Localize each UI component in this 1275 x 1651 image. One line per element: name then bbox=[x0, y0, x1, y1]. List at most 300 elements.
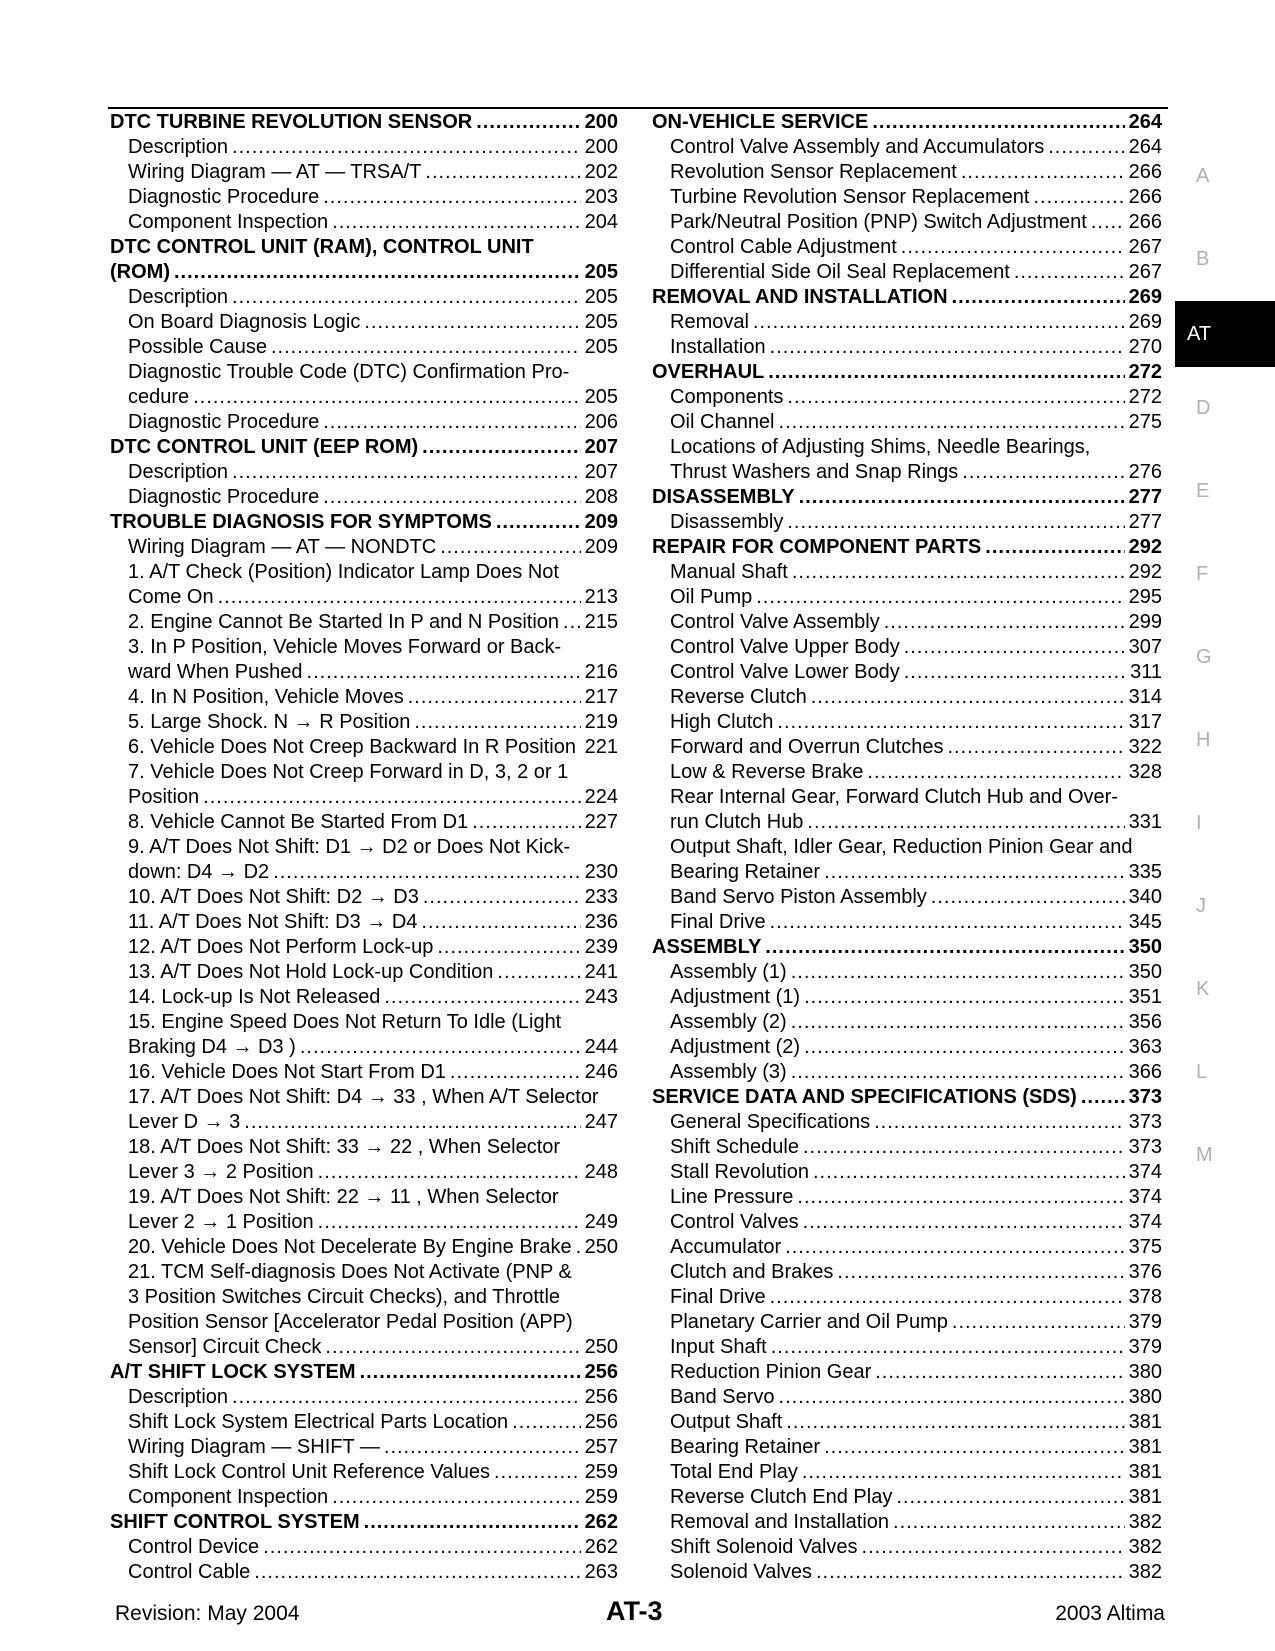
toc-entry-title: High Clutch bbox=[670, 711, 774, 733]
toc-section-heading[interactable] bbox=[110, 260, 618, 285]
dot-leader bbox=[580, 735, 581, 760]
toc-entry-title: Installation bbox=[670, 336, 766, 358]
toc-entry-title: Diagnostic Procedure bbox=[128, 186, 320, 208]
toc-entry-title: Adjustment (1) bbox=[670, 986, 801, 1008]
toc-entry[interactable] bbox=[652, 1010, 1162, 1035]
section-tab-a[interactable]: A bbox=[1196, 165, 1210, 187]
dot-leader bbox=[1091, 210, 1125, 235]
section-tab-j[interactable]: J bbox=[1196, 895, 1206, 917]
toc-entry-title-line: 3. In P Position, Vehicle Moves Forward or Back- bbox=[128, 636, 562, 658]
toc-entry-title: Band Servo bbox=[670, 1386, 775, 1408]
toc-page-number: 378 bbox=[1128, 1286, 1162, 1308]
dot-leader bbox=[824, 860, 1125, 885]
toc-entry-title: DISASSEMBLY bbox=[652, 486, 795, 508]
toc-page-number: 381 bbox=[1128, 1411, 1162, 1433]
toc-entry[interactable] bbox=[110, 1035, 618, 1060]
dot-leader bbox=[384, 985, 580, 1010]
toc-entry-title: Final Drive bbox=[670, 1286, 766, 1308]
toc-entry[interactable] bbox=[652, 735, 1162, 760]
dot-leader bbox=[1033, 185, 1124, 210]
dot-leader bbox=[791, 1010, 1125, 1035]
footer-model: 2003 Altima bbox=[1055, 1602, 1165, 1625]
toc-section-heading[interactable] bbox=[110, 110, 618, 135]
dot-leader bbox=[765, 935, 1124, 960]
toc-entry[interactable] bbox=[652, 860, 1162, 885]
dot-leader bbox=[437, 935, 580, 960]
toc-page-number: 307 bbox=[1128, 636, 1162, 658]
dot-leader bbox=[332, 210, 580, 235]
toc-page-number: 266 bbox=[1128, 186, 1162, 208]
dot-leader bbox=[408, 685, 581, 710]
toc-section-heading[interactable] bbox=[110, 1510, 618, 1535]
toc-page-number: 277 bbox=[1128, 486, 1162, 508]
toc-entry[interactable] bbox=[110, 135, 618, 160]
dot-leader bbox=[931, 885, 1125, 910]
toc-entry[interactable] bbox=[652, 1510, 1162, 1535]
toc-entry-title-line: 1. A/T Check (Position) Indicator Lamp Does Not bbox=[128, 561, 559, 583]
section-tab-at[interactable]: AT bbox=[1175, 301, 1275, 367]
toc-entry[interactable] bbox=[652, 910, 1162, 935]
toc-entry[interactable] bbox=[652, 685, 1162, 710]
dot-leader bbox=[875, 1360, 1124, 1385]
toc-entry-title: Shift Solenoid Valves bbox=[670, 1536, 858, 1558]
dot-leader bbox=[318, 1210, 581, 1235]
toc-section-heading[interactable] bbox=[652, 110, 1162, 135]
toc-entry-title: Band Servo Piston Assembly bbox=[670, 886, 927, 908]
toc-section-heading[interactable] bbox=[652, 485, 1162, 510]
dot-leader bbox=[421, 910, 580, 935]
section-tab-b[interactable]: B bbox=[1196, 248, 1210, 270]
toc-entry[interactable] bbox=[652, 1135, 1162, 1160]
toc-entry[interactable] bbox=[110, 1485, 618, 1510]
toc-page-number: 373 bbox=[1128, 1136, 1162, 1158]
dot-leader bbox=[360, 1360, 581, 1385]
dot-leader bbox=[824, 1435, 1125, 1460]
toc-entry-title: Position bbox=[128, 786, 200, 808]
toc-section-heading[interactable] bbox=[110, 510, 618, 535]
toc-entry[interactable] bbox=[652, 260, 1162, 285]
toc-entry-title: Assembly (3) bbox=[670, 1061, 787, 1083]
toc-entry[interactable] bbox=[652, 885, 1162, 910]
toc-entry[interactable] bbox=[652, 1185, 1162, 1210]
toc-page-number: 221 bbox=[584, 736, 618, 758]
toc-entry[interactable] bbox=[652, 1035, 1162, 1060]
toc-entry[interactable] bbox=[652, 1535, 1162, 1560]
toc-entry[interactable] bbox=[652, 985, 1162, 1010]
toc-page-number: 299 bbox=[1128, 611, 1162, 633]
toc-page-number: 207 bbox=[584, 436, 618, 458]
toc-entry[interactable] bbox=[110, 1060, 618, 1085]
dot-leader bbox=[874, 1110, 1125, 1135]
section-tab-h[interactable]: H bbox=[1196, 729, 1211, 751]
toc-entry-title: run Clutch Hub bbox=[670, 811, 804, 833]
toc-entry-title: Come On bbox=[128, 586, 214, 608]
toc-entry-title: TROUBLE DIAGNOSIS FOR SYMPTOMS bbox=[110, 511, 492, 533]
toc-page-number: 249 bbox=[584, 1211, 618, 1233]
dot-leader bbox=[777, 710, 1124, 735]
dot-leader bbox=[254, 1560, 580, 1585]
toc-page-number: 374 bbox=[1128, 1211, 1162, 1233]
section-tab-g[interactable]: G bbox=[1196, 646, 1212, 668]
toc-entry-title: 4. In N Position, Vehicle Moves bbox=[128, 686, 404, 708]
toc-entry-title: Final Drive bbox=[670, 911, 766, 933]
toc-page-number: 263 bbox=[584, 1561, 618, 1583]
toc-entry-title: Assembly (1) bbox=[670, 961, 787, 983]
dot-leader bbox=[884, 610, 1125, 635]
toc-entry[interactable] bbox=[110, 1385, 618, 1410]
toc-entry[interactable] bbox=[652, 1335, 1162, 1360]
toc-entry[interactable] bbox=[110, 960, 618, 985]
toc-entry[interactable] bbox=[110, 985, 618, 1010]
dot-leader bbox=[323, 410, 580, 435]
toc-entry[interactable] bbox=[652, 410, 1162, 435]
dot-leader bbox=[218, 585, 581, 610]
toc-entry-title: Adjustment (2) bbox=[670, 1036, 801, 1058]
toc-entry-title: Shift Lock System Electrical Parts Location bbox=[128, 1411, 509, 1433]
toc-page-number: 272 bbox=[1128, 361, 1162, 383]
dot-leader bbox=[425, 160, 580, 185]
toc-section-heading[interactable] bbox=[652, 1085, 1162, 1110]
dot-leader bbox=[770, 910, 1125, 935]
toc-section-heading[interactable] bbox=[652, 360, 1162, 385]
toc-entry[interactable] bbox=[110, 935, 618, 960]
toc-entry[interactable] bbox=[110, 1335, 618, 1360]
toc-entry[interactable] bbox=[652, 760, 1162, 785]
dot-leader bbox=[904, 635, 1125, 660]
toc-page-number: 266 bbox=[1128, 211, 1162, 233]
toc-entry[interactable] bbox=[110, 660, 618, 685]
toc-page-number: 380 bbox=[1128, 1386, 1162, 1408]
toc-entry-title-line: 17. A/T Does Not Shift: D4 → 33 , When A/T Selector bbox=[128, 1086, 599, 1108]
toc-entry[interactable] bbox=[652, 810, 1162, 835]
section-tab-d[interactable]: D bbox=[1196, 397, 1211, 419]
toc-entry[interactable] bbox=[110, 585, 618, 610]
toc-entry[interactable] bbox=[110, 535, 618, 560]
toc-entry-title-line: Output Shaft, Idler Gear, Reduction Pinion Gear and bbox=[670, 836, 1133, 858]
toc-entry-title: 20. Vehicle Does Not Decelerate By Engine Brake bbox=[128, 1236, 572, 1258]
toc-entry[interactable] bbox=[652, 1110, 1162, 1135]
toc-section-heading[interactable] bbox=[110, 435, 618, 460]
toc-entry[interactable] bbox=[652, 385, 1162, 410]
toc-section-heading[interactable] bbox=[652, 935, 1162, 960]
toc-entry[interactable] bbox=[652, 585, 1162, 610]
toc-entry-title: 11. A/T Does Not Shift: D3 → D4 bbox=[128, 911, 418, 933]
toc-entry-title: General Specifications bbox=[670, 1111, 871, 1133]
toc-page-number: 259 bbox=[584, 1461, 618, 1483]
toc-section-heading[interactable] bbox=[110, 1360, 618, 1385]
toc-page-number: 331 bbox=[1128, 811, 1162, 833]
toc-entry[interactable] bbox=[652, 185, 1162, 210]
toc-entry-title: REMOVAL AND INSTALLATION bbox=[652, 286, 948, 308]
toc-entry-title: Disassembly bbox=[670, 511, 784, 533]
toc-entry[interactable] bbox=[110, 1235, 618, 1260]
toc-page-number: 209 bbox=[584, 536, 618, 558]
toc-entry-title: Wiring Diagram — SHIFT — bbox=[128, 1436, 380, 1458]
toc-entry-title: Total End Play bbox=[670, 1461, 798, 1483]
toc-entry-title: Component Inspection bbox=[128, 211, 329, 233]
toc-page-number: 335 bbox=[1128, 861, 1162, 883]
toc-entry[interactable] bbox=[110, 685, 618, 710]
toc-entry-title: OVERHAUL bbox=[652, 361, 765, 383]
toc-entry[interactable] bbox=[110, 1435, 618, 1460]
toc-entry[interactable] bbox=[652, 610, 1162, 635]
dot-leader bbox=[440, 535, 580, 560]
toc-entry-title-line: Position Sensor [Accelerator Pedal Position (APP) bbox=[128, 1311, 573, 1333]
toc-page-number: 200 bbox=[584, 111, 618, 133]
toc-entry[interactable] bbox=[652, 1235, 1162, 1260]
toc-entry[interactable] bbox=[110, 910, 618, 935]
toc-page-number: 382 bbox=[1128, 1536, 1162, 1558]
toc-page-number: 375 bbox=[1128, 1236, 1162, 1258]
dot-leader bbox=[779, 410, 1125, 435]
toc-page-number: 374 bbox=[1128, 1186, 1162, 1208]
toc-page-number: 376 bbox=[1128, 1261, 1162, 1283]
toc-section-heading[interactable] bbox=[652, 535, 1162, 560]
dot-leader bbox=[203, 785, 580, 810]
toc-entry[interactable] bbox=[652, 160, 1162, 185]
section-tab-i[interactable]: I bbox=[1196, 812, 1202, 834]
toc-entry[interactable] bbox=[652, 1460, 1162, 1485]
dot-leader bbox=[753, 310, 1125, 335]
toc-entry[interactable] bbox=[110, 785, 618, 810]
toc-entry[interactable] bbox=[110, 1535, 618, 1560]
section-tab-k[interactable]: K bbox=[1196, 978, 1210, 1000]
toc-entry[interactable] bbox=[110, 285, 618, 310]
dot-leader bbox=[271, 335, 581, 360]
toc-entry-title: 6. Vehicle Does Not Creep Backward In R Position bbox=[128, 736, 576, 758]
toc-page-number: 233 bbox=[584, 886, 618, 908]
toc-page-number: 314 bbox=[1128, 686, 1162, 708]
toc-entry-title: ASSEMBLY bbox=[652, 936, 762, 958]
toc-entry[interactable] bbox=[110, 810, 618, 835]
dot-leader bbox=[961, 160, 1125, 185]
toc-page-number: 277 bbox=[1128, 511, 1162, 533]
toc-entry[interactable] bbox=[652, 1060, 1162, 1085]
toc-entry[interactable] bbox=[110, 385, 618, 410]
toc-entry-title: Park/Neutral Position (PNP) Switch Adjustment bbox=[670, 211, 1087, 233]
toc-entry[interactable] bbox=[652, 660, 1162, 685]
toc-entry[interactable] bbox=[110, 1460, 618, 1485]
toc-entry[interactable] bbox=[110, 1410, 618, 1435]
toc-entry[interactable] bbox=[110, 1210, 618, 1235]
toc-entry-title: 10. A/T Does Not Shift: D2 → D3 bbox=[128, 886, 419, 908]
toc-entry[interactable] bbox=[652, 1210, 1162, 1235]
toc-entry[interactable] bbox=[652, 1360, 1162, 1385]
toc-entry[interactable] bbox=[110, 1560, 618, 1585]
toc-entry[interactable] bbox=[110, 1110, 618, 1135]
dot-leader bbox=[414, 710, 580, 735]
toc-entry-title: Line Pressure bbox=[670, 1186, 794, 1208]
toc-entry[interactable] bbox=[652, 460, 1162, 485]
toc-page-number: 241 bbox=[584, 961, 618, 983]
toc-entry[interactable] bbox=[110, 735, 618, 760]
toc-entry[interactable] bbox=[652, 1485, 1162, 1510]
toc-entry-title: cedure bbox=[128, 386, 190, 408]
toc-entry[interactable] bbox=[110, 860, 618, 885]
dot-leader bbox=[792, 560, 1125, 585]
toc-page-number: 246 bbox=[584, 1061, 618, 1083]
toc-entry-title: Forward and Overrun Clutches bbox=[670, 736, 944, 758]
toc-entry-title: Solenoid Valves bbox=[670, 1561, 812, 1583]
toc-entry[interactable] bbox=[652, 210, 1162, 235]
dot-leader bbox=[791, 960, 1125, 985]
toc-entry-title: Output Shaft bbox=[670, 1411, 783, 1433]
toc-entry[interactable] bbox=[110, 335, 618, 360]
dot-leader bbox=[904, 660, 1126, 685]
dot-leader bbox=[816, 1560, 1125, 1585]
toc-entry[interactable] bbox=[110, 885, 618, 910]
toc-entry-title: DTC CONTROL UNIT (EEP ROM) bbox=[110, 436, 419, 458]
toc-page-number: 373 bbox=[1128, 1086, 1162, 1108]
dot-leader bbox=[364, 310, 580, 335]
toc-entry-title: Diagnostic Procedure bbox=[128, 411, 320, 433]
toc-entry-title: Control Valve Upper Body bbox=[670, 636, 900, 658]
section-tab-f[interactable]: F bbox=[1196, 563, 1209, 585]
toc-entry-title: SHIFT CONTROL SYSTEM bbox=[110, 1511, 360, 1533]
toc-entry-title: Description bbox=[128, 1386, 229, 1408]
dot-leader bbox=[576, 1235, 581, 1260]
dot-leader bbox=[232, 1385, 581, 1410]
dot-leader bbox=[174, 260, 581, 285]
toc-entry-title: On Board Diagnosis Logic bbox=[128, 311, 361, 333]
toc-page-number: 292 bbox=[1128, 536, 1162, 558]
toc-entry-title-line: 19. A/T Does Not Shift: 22 → 11 , When Selector bbox=[128, 1186, 559, 1208]
toc-page-number: 382 bbox=[1128, 1511, 1162, 1533]
toc-entry[interactable] bbox=[110, 160, 618, 185]
toc-page-number: 215 bbox=[584, 611, 618, 633]
dot-leader bbox=[307, 660, 581, 685]
toc-page-number: 382 bbox=[1128, 1561, 1162, 1583]
toc-entry[interactable] bbox=[652, 510, 1162, 535]
header-rule bbox=[108, 107, 1168, 109]
toc-entry[interactable] bbox=[652, 560, 1162, 585]
dot-leader bbox=[244, 1110, 580, 1135]
dot-leader bbox=[787, 385, 1124, 410]
toc-entry[interactable] bbox=[652, 1435, 1162, 1460]
toc-entry-title-line: 7. Vehicle Does Not Creep Forward in D, 3, 2 or 1 bbox=[128, 761, 569, 783]
footer-revision: Revision: May 2004 bbox=[115, 1602, 300, 1625]
toc-entry[interactable] bbox=[652, 1410, 1162, 1435]
dot-leader bbox=[797, 1185, 1124, 1210]
toc-page-number: 340 bbox=[1128, 886, 1162, 908]
toc-page-number: 205 bbox=[584, 286, 618, 308]
toc-entry-title: Oil Channel bbox=[670, 411, 775, 433]
dot-leader bbox=[771, 1335, 1125, 1360]
toc-entry-title: Lever D → 3 bbox=[128, 1111, 241, 1133]
dot-leader bbox=[947, 735, 1124, 760]
dot-leader bbox=[476, 110, 580, 135]
dot-leader bbox=[872, 110, 1124, 135]
toc-entry-title-line: Locations of Adjusting Shims, Needle Bearings, bbox=[670, 436, 1091, 458]
toc-page-number: 292 bbox=[1128, 561, 1162, 583]
toc-entry[interactable] bbox=[110, 1160, 618, 1185]
dot-leader bbox=[496, 510, 581, 535]
toc-entry[interactable] bbox=[110, 310, 618, 335]
dot-leader bbox=[787, 510, 1124, 535]
toc-page-number: 217 bbox=[584, 686, 618, 708]
toc-entry-title: Diagnostic Procedure bbox=[128, 486, 320, 508]
toc-entry-title: Lever 2 → 1 Position bbox=[128, 1211, 314, 1233]
toc-entry[interactable] bbox=[652, 635, 1162, 660]
toc-entry-title: Thrust Washers and Snap Rings bbox=[670, 461, 959, 483]
toc-entry[interactable] bbox=[652, 310, 1162, 335]
toc-page-number: 224 bbox=[584, 786, 618, 808]
toc-entry[interactable] bbox=[652, 235, 1162, 260]
toc-page-number: 239 bbox=[584, 936, 618, 958]
toc-entry[interactable] bbox=[652, 335, 1162, 360]
toc-entry[interactable] bbox=[652, 960, 1162, 985]
toc-entry[interactable] bbox=[110, 610, 618, 635]
section-tab-e[interactable]: E bbox=[1196, 480, 1210, 502]
toc-page-number: 350 bbox=[1128, 961, 1162, 983]
dot-leader bbox=[811, 685, 1125, 710]
toc-entry-title: Reverse Clutch End Play bbox=[670, 1486, 893, 1508]
toc-page-number: 363 bbox=[1128, 1036, 1162, 1058]
dot-leader bbox=[770, 335, 1125, 360]
toc-entry-title: Braking D4 → D3 ) bbox=[128, 1036, 296, 1058]
toc-entry[interactable] bbox=[110, 460, 618, 485]
toc-page-number: 328 bbox=[1128, 761, 1162, 783]
section-tab-m[interactable]: M bbox=[1196, 1144, 1213, 1166]
toc-entry-title: Control Valve Assembly and Accumulators bbox=[670, 136, 1045, 158]
dot-leader bbox=[497, 960, 580, 985]
toc-entry-title: Stall Revolution bbox=[670, 1161, 809, 1183]
dot-leader bbox=[300, 1035, 581, 1060]
dot-leader bbox=[232, 460, 581, 485]
toc-entry[interactable] bbox=[110, 485, 618, 510]
section-tab-l[interactable]: L bbox=[1196, 1061, 1208, 1083]
toc-page-number: 244 bbox=[584, 1036, 618, 1058]
toc-entry[interactable] bbox=[652, 1310, 1162, 1335]
toc-page-number: 236 bbox=[584, 911, 618, 933]
toc-page-number: 380 bbox=[1128, 1361, 1162, 1383]
toc-entry[interactable] bbox=[110, 185, 618, 210]
toc-entry-title: Revolution Sensor Replacement bbox=[670, 161, 957, 183]
toc-entry-title: (ROM) bbox=[110, 261, 170, 283]
toc-page-number: 379 bbox=[1128, 1311, 1162, 1333]
toc-entry[interactable] bbox=[110, 210, 618, 235]
toc-page-number: 311 bbox=[1130, 661, 1162, 683]
toc-page-number: 374 bbox=[1128, 1161, 1162, 1183]
toc-entry[interactable] bbox=[652, 1560, 1162, 1585]
toc-page-number: 276 bbox=[1128, 461, 1162, 483]
dot-leader bbox=[318, 1160, 581, 1185]
toc-entry[interactable] bbox=[652, 1260, 1162, 1285]
toc-page-number: 381 bbox=[1128, 1461, 1162, 1483]
toc-entry[interactable] bbox=[652, 135, 1162, 160]
toc-entry[interactable] bbox=[652, 710, 1162, 735]
toc-page-number: 269 bbox=[1128, 286, 1162, 308]
toc-entry[interactable] bbox=[110, 410, 618, 435]
toc-entry[interactable] bbox=[652, 1385, 1162, 1410]
toc-entry-title: Bearing Retainer bbox=[670, 861, 821, 883]
toc-page-number: 205 bbox=[584, 261, 618, 283]
toc-entry-title: Accumulator bbox=[670, 1236, 782, 1258]
toc-entry[interactable] bbox=[110, 710, 618, 735]
toc-page-number: 345 bbox=[1128, 911, 1162, 933]
toc-entry[interactable] bbox=[652, 1285, 1162, 1310]
toc-entry-title: ON-VEHICLE SERVICE bbox=[652, 111, 869, 133]
dot-leader bbox=[364, 1510, 581, 1535]
toc-section-title-line: DTC CONTROL UNIT (RAM), CONTROL UNIT bbox=[110, 236, 534, 258]
toc-entry-title: Wiring Diagram — AT — NONDTC bbox=[128, 536, 437, 558]
toc-right-column bbox=[652, 110, 1162, 1585]
toc-entry-title: Reduction Pinion Gear bbox=[670, 1361, 872, 1383]
toc-entry[interactable] bbox=[652, 1160, 1162, 1185]
toc-page-number: 207 bbox=[584, 461, 618, 483]
toc-section-heading[interactable] bbox=[652, 285, 1162, 310]
dot-leader bbox=[232, 285, 581, 310]
